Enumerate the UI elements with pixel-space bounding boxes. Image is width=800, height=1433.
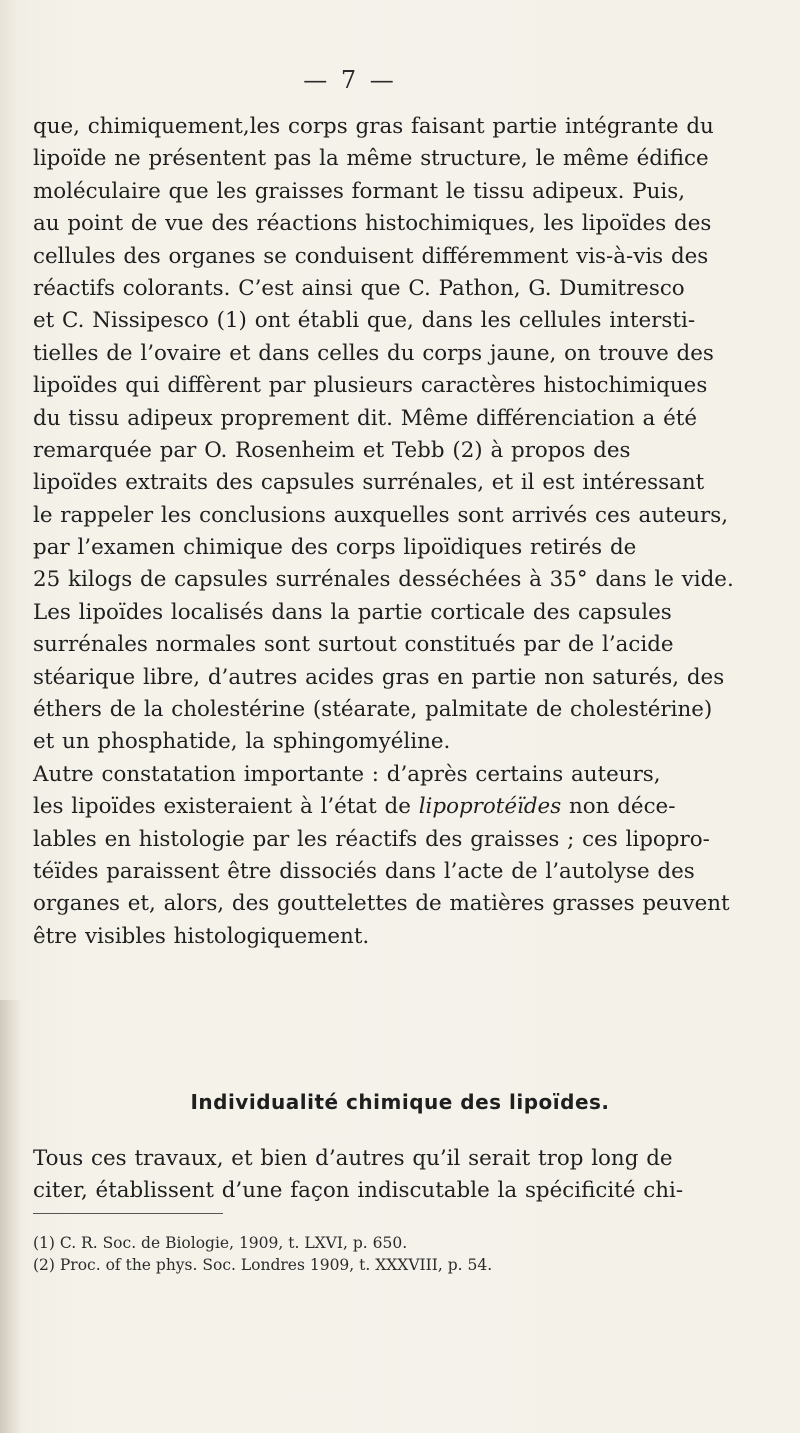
text-line: moléculaire que les graisses formant le tissu adipeux. Puis, xyxy=(33,178,686,204)
text-line: cellules des organes se conduisent différemment vis-à-vis des xyxy=(33,243,709,269)
text-line: lables en histologie par les réactifs des graisses ; ces lipopro- xyxy=(33,826,710,852)
text-line: être visibles histologiquement. xyxy=(33,923,370,949)
text-line: Tous ces travaux, et bien d’autres qu’il serait trop long de xyxy=(33,1146,673,1171)
text-line: par l’examen chimique des corps lipoïdiques retirés de xyxy=(33,535,637,561)
section-heading: Individualité chimique des lipoïdes. xyxy=(190,1090,610,1114)
footnotes xyxy=(33,1232,781,1276)
text-line: citer, établissent d’une façon indiscutable la spécificité chi- xyxy=(33,1178,684,1204)
body-text-continued xyxy=(33,1143,781,1208)
text-line: tielles de l’ovaire et dans celles du corps jaune, on trouve des xyxy=(33,340,714,366)
text-line: au point de vue des réactions histochimiques, les lipoïdes des xyxy=(33,211,712,237)
text-line: lipoïde ne présentent pas la même structure, le même édifice xyxy=(33,146,709,172)
text-line: réactifs colorants. C’est ainsi que C. Pathon, G. Dumitresco xyxy=(33,275,685,301)
text-line: et C. Nissipesco (1) ont établi que, dans les cellules intersti- xyxy=(33,308,696,334)
text-line: organes et, alors, des gouttelettes de matières grasses peuvent xyxy=(33,891,730,917)
text-line: téïdes paraissent être dissociés dans l’acte de l’autolyse des xyxy=(33,858,695,884)
text-line: lipoïdes qui diffèrent par plusieurs caractères histochimiques xyxy=(33,373,708,399)
text-line: les lipoïdes existeraient à l’état de lipoprotéïdes non déce- xyxy=(33,794,676,820)
page-edge-shadow xyxy=(0,1000,22,1433)
text-line: Autre constatation importante : d’après certains auteurs, xyxy=(33,761,661,787)
text-line: du tissu adipeux proprement dit. Même différenciation a été xyxy=(33,405,698,431)
paragraph-1 xyxy=(33,111,781,597)
text-line: le rappeler les conclusions auxquelles sont arrivés ces auteurs, xyxy=(33,502,729,528)
page-number: — 7 — xyxy=(303,66,397,94)
text-line: surrénales normales sont surtout constitués par de l’acide xyxy=(33,632,674,658)
paragraph-2 xyxy=(33,597,781,759)
footnote-1: (1) C. R. Soc. de Biologie, 1909, t. LXVI, p. 650. xyxy=(33,1234,408,1252)
text-line: éthers de la cholestérine (stéarate, palmitate de cholestérine) xyxy=(33,697,713,723)
text-line: et un phosphatide, la sphingomyéline. xyxy=(33,729,451,755)
body-text xyxy=(33,111,781,953)
text-line: remarquée par O. Rosenheim et Tebb (2) à propos des xyxy=(33,437,631,463)
text-line: 25 kilogs de capsules surrénales desséchées à 35° dans le vide. xyxy=(33,567,734,593)
text-line: que, chimiquement,les corps gras faisant partie intégrante du xyxy=(33,114,714,139)
paragraph-4 xyxy=(33,1143,781,1208)
paragraph-3 xyxy=(33,759,781,953)
footnote-2: (2) Proc. of the phys. Soc. Londres 1909, t. XXXVIII, p. 54. xyxy=(33,1256,493,1274)
footnote-divider xyxy=(33,1213,223,1214)
text-line: stéarique libre, d’autres acides gras en partie non saturés, des xyxy=(33,664,725,690)
text-line: lipoïdes extraits des capsules surrénales, et il est intéressant xyxy=(33,470,705,496)
text-line: Les lipoïdes localisés dans la partie corticale des capsules xyxy=(33,599,672,625)
